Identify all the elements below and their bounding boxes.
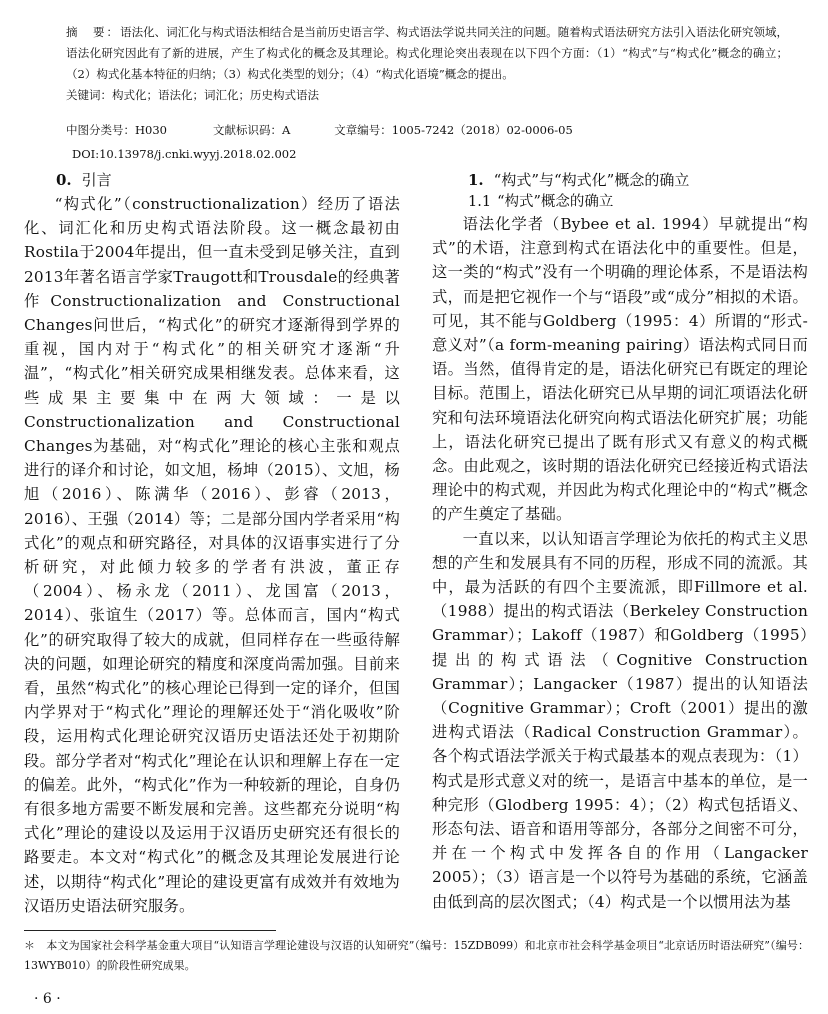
footnote-rule bbox=[24, 930, 276, 931]
body-paragraph-1: 语法化学者（Bybee et al. 1994）早就提出“构式”的术语，注意到构式在语法化中的重要性。但是，这一类的“构式”没有一个明确的理论体系，不是语法构式，而是把它视作一个与“语段”或“成分”相拟的术语。可见，其不能与Goldberg（1995：4）所谓的“形式-意义对”（a form-meaning pairing）语法构式同日而语。当然，值得肯定的是，语法化研究已有既定的理论目标。范围上，语法化研究已从早期的词汇项语法化研究和句法环境语法化研究向构式语法化研究扩展；功能上，语法化研究已提出了既有形式又有意义的构式概念。由此观之，该时期的语法化研究已经接近构式语法理论中的构式观，并因此为构式化理论中的“构式”概念的产生奠定了基础。 bbox=[432, 215, 808, 524]
article-number-label: 文章编号： bbox=[334, 123, 392, 137]
abstract-text: 语法化、词汇化与构式语法相结合是当前历史语言学、构式语法学说共同关注的问题。随着构式语法研究方法引入语法化研究领域，语法化研究因此有了新的进展，产生了构式化的概念及其理论。构式化理论突出表现在以下四个方面：（1）“构式”与“构式化”概念的确立；（2）构式化基本特征的归纳；（3）构式化类型的划分；（4）“构式化语境”概念的提出。 bbox=[66, 25, 789, 81]
clc-label: 中图分类号： bbox=[66, 123, 135, 137]
clc-value: H030 bbox=[135, 123, 167, 137]
keywords-line bbox=[66, 85, 788, 106]
body-paragraph-2: 一直以来，以认知语言学理论为依托的构式主义思想的产生和发展具有不同的历程，形成不同的流派。其中，最为活跃的有四个主要流派，即Fillmore et al.（1988）提出的构式语法（Berkeley Construction Grammar）；Lakoff（1987）和Goldberg（1995）提出的构式语法（Cognitive Construction Grammar）；Langacker（1987）提出的认知语法（Cognitive Grammar）；Croft（2001）提出的激进构式语法（Radical Construction Grammar）。各个构式语法学派关于构式最基本的观点表现为：（1）构式是形式意义对的统一，是语言中基本的单位，是一种完形（Glodberg 1995：4）；（2）构式包括语义、形态句法、语音和语用等部分，各部分之间密不可分，并在一个构式中发挥各自的作用（Langacker 2005）；（3）语言是一个以符号为基础的系统，它涵盖由低到高的层次图式；（4）构式是一个以惯用法为基 bbox=[432, 529, 808, 911]
abstract-paragraph bbox=[66, 22, 788, 85]
section-title: 引言 bbox=[81, 171, 112, 189]
keywords-label: 关键词： bbox=[66, 88, 112, 102]
page-number: · 6 · bbox=[34, 991, 61, 1007]
section-number: 0. bbox=[56, 171, 72, 189]
subsection-title: “构式”概念的确立 bbox=[497, 194, 614, 210]
footnote: ＊ 本文为国家社会科学基金重大项目“认知语言学理论建设与汉语的认知研究”（编号：15ZDB099）和北京市社会科学基金项目“北京话历时语法研究”（编号：13WYB010）的阶段性研究成果。 bbox=[24, 939, 809, 972]
doc-code-label: 文献标识码： bbox=[212, 123, 282, 137]
section-heading-1 bbox=[432, 168, 808, 192]
abstract-label: 摘 要： bbox=[66, 25, 121, 39]
doc-code-value: A bbox=[281, 123, 291, 137]
section-heading-intro bbox=[24, 168, 400, 192]
article-number-value: 1005-7242（2018）02-0006-05 bbox=[391, 123, 573, 137]
right-column bbox=[432, 168, 808, 914]
section-title: “构式”与“构式化”概念的确立 bbox=[493, 171, 690, 189]
abstract-block bbox=[66, 22, 788, 106]
intro-paragraph: “构式化”（constructionalization）经历了语法化、词汇化和历史构式语法阶段。这一概念最初由Rostila于2004年提出，但一直未受到足够关注，直到2013年著名语言学家Traugott和Trousdale的经典著作Constructionalization and Constructional Changes问世后，“构式化”的研究才逐渐得到学界的重视，国内对于“构式化”的相关研究才逐渐“升温”，“构式化”相关研究成果相继发表。总体来看，这些成果主要集中在两大领域：一是以Constructionalization and Constructional Changes为基础，对“构式化”理论的核心主张和观点进行的译介和讨论，如文旭，杨坤（2015）、文旭，杨旭（2016）、陈满华（2016）、彭睿（2013，2016）、王强（2014）等；二是部分国内学者采用“构式化”的观点和研究路径，对具体的汉语事实进行了分析研究，对此倾力较多的学者有洪波，董正存（2004）、杨永龙（2011）、龙国富（2013，2014）、张谊生（2017）等。总体而言，国内“构式化”的研究取得了较大的成就，但同样存在一些亟待解决的问题，如理论研究的精度和深度尚需加强。目前来看，虽然“构式化”的核心理论已得到一定的译介，但国内学界对于“构式化”理论的理解还处于“消化吸收”阶段，运用构式化理论研究汉语历史语法还处于初期阶段。部分学者对“构式化”理论在认识和理解上存在一定的偏差。此外，“构式化”作为一种较新的理论，自身仍有很多地方需要不断发展和完善。这些都充分说明“构式化”理论的建设以及运用于汉语历史研究还有很长的路要走。本文对“构式化”的概念及其理论发展进行论述，以期待“构式化”理论的建设更富有成效并有效地为汉语历史语法研究服务。 bbox=[24, 195, 400, 915]
section-number: 1. bbox=[468, 171, 484, 189]
doc-code-field bbox=[213, 120, 290, 140]
subsection-heading-1-1 bbox=[432, 192, 808, 212]
keywords-text: 构式化；语法化；词汇化；历史构式语法 bbox=[112, 88, 319, 102]
doi-line: DOI:10.13978/j.cnki.wyyj.2018.02.002 bbox=[72, 147, 297, 161]
article-number-field bbox=[334, 120, 573, 140]
clc-field bbox=[66, 120, 167, 140]
left-column bbox=[24, 168, 400, 918]
subsection-number: 1.1 bbox=[468, 194, 492, 210]
classification-line bbox=[66, 120, 573, 140]
